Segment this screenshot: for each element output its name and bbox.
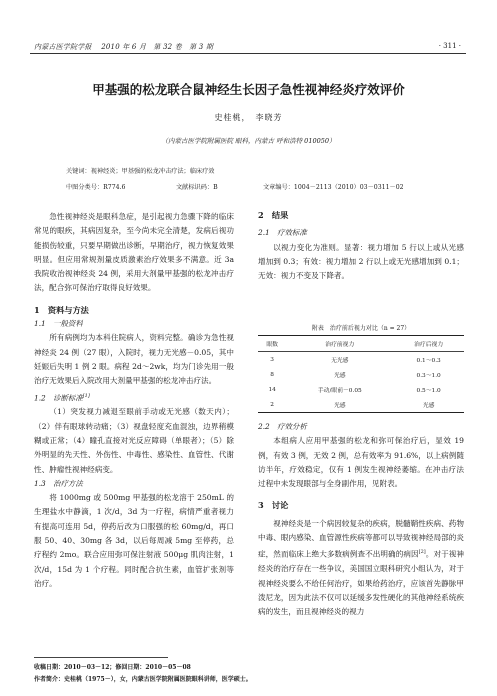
paragraph-1-1: 所有病例均为本科住院病人，资料完整。确诊为急性视神经炎 24 例（27 眼），入院时，视力无光感－0.05，其中妊娠后失明 1 例 2 眼。病程 2d～2wk，均为门诊先用一般治疗无效果后入院改用大剂量甲基强的松龙冲击疗法。 <box>34 333 234 386</box>
subsection-heading-2-2: 2.2 疗效分析 <box>258 422 307 431</box>
intro-paragraph: 急性视神经炎是眼科急症，是引起视力急骤下降的临床常见的眼疾，其病因复杂，至今尚未完全清楚，发病后视功能损伤较重，只要早期做出诊断，早期治疗，视力恢复效果明显。但应用常规剂量皮质激素治疗效果多不满意。近 3a 我院收治视神经炎 24 例，采用大剂量甲基强的松龙冲击疗法，配合弥可保治疗取得良好效果。 <box>34 212 234 293</box>
table-caption: 附表 治疗前后视力对比（n = 27） <box>311 325 411 332</box>
section-heading-2: 2 结果 <box>258 210 289 220</box>
table-header-after: 治疗后视力 <box>414 342 444 348</box>
table-cell: 无光感 <box>331 358 349 364</box>
results-table <box>258 335 464 413</box>
article-number: 文章编号：1004－2113（2010）03－0311－02 <box>263 184 404 191</box>
doc-code: 文献标识码：B <box>176 184 218 191</box>
paragraph-3-text: 视神经炎是一个病因较复杂的疾病，脱髓鞘性疾病、药物中毒、眼内感染、血管源性疾病等都可以导致视神经局部的炎症，然而临床上绝大多数病例查不出明确的病因 <box>258 518 464 559</box>
affiliation: （内蒙古医学院附属医院 眼科，内蒙古 呼和浩特 010050） <box>161 137 336 145</box>
table-cell: 手动/眼前－0.05 <box>317 388 362 394</box>
section-heading-3: 3 讨论 <box>258 500 289 511</box>
table-header-eyes: 眼数 <box>266 342 278 348</box>
footer-rule <box>34 657 168 658</box>
received-date: 收稿日期：2010－03－12；修回日期：2010－05－08 <box>34 664 191 671</box>
subsection-heading-1-3: 1.3 治疗方法 <box>34 478 83 488</box>
paragraph-2-2: 本组病人应用甲基强的松龙和弥可保治疗后，显效 19 例，有效 3 例，无效 2 例，总有效率为 91.6%，以上病例随访半年，疗效稳定，仅有 1 例发生视神经萎缩。在冲击疗法过程中未发现眼部与全身副作用，见附表。 <box>258 436 464 489</box>
header-rule <box>30 53 466 54</box>
right-column-bottom <box>258 420 464 619</box>
left-column <box>34 210 234 591</box>
table-cell: 14 <box>268 386 276 393</box>
table-cell: 8 <box>270 371 274 378</box>
table-header-before: 治疗前视力 <box>325 342 355 348</box>
citation-1: [1] <box>82 392 90 399</box>
table-cell: 0.5～1.0 <box>416 388 441 394</box>
table-row <box>258 397 464 413</box>
table-cell: 0.1～0.3 <box>416 358 441 364</box>
table-row <box>258 382 464 397</box>
subsection-heading-2-1: 2.1 疗效标准 <box>258 228 307 238</box>
table-row <box>258 352 464 368</box>
table-cell: 2 <box>270 401 274 408</box>
table-header-row <box>258 336 464 352</box>
paragraph-1-2: （1）突发视力减退至眼前手动或无光感（数天内）；（2）伴有眼球转动痛；（3）视盘轻度充血混浊，边界稍模糊或正常；（4）瞳孔直接对光反应障碍（单眼者）；（5）除外明显的先天性、外伤性、中毒性、感染性、血管性、代谢性、肿瘤性视神经病变。 <box>34 407 234 474</box>
author-bio: 作者简介：史桂桃（1975－），女，内蒙古医学院附属医院眼科讲师，医学硕士。 <box>34 676 252 683</box>
paper-title: 甲基强的松龙联合鼠神经生长因子急性视神经炎疗效评价 <box>92 82 405 97</box>
table-row <box>258 367 464 382</box>
citation-2: [2] <box>418 549 426 556</box>
subsection-heading-1-2 <box>34 389 234 406</box>
running-header <box>34 42 213 52</box>
table-cell: 光感 <box>422 403 435 409</box>
page-number: · 311 · <box>438 42 461 50</box>
right-column-top <box>258 208 464 283</box>
table-cell: 光感 <box>333 403 346 409</box>
journal-name: 内蒙古医学院学报 <box>34 43 92 51</box>
subsection-heading-1-2-text: 1.2 诊断标准 <box>34 393 83 403</box>
paragraph-1-3: 将 1000mg 或 500mg 甲基强的松龙溶于 250mL 的生理盐水中静滴，1 次/d，3d 为一疗程，病情严重者视力有提高可连用 5d，停药后改为口服强的松 60mg/d，再口服 50、40、30mg 各 3d，以后每周减 5mg 至停药，总疗程约 2mo。联合应用弥可保注射液 500μg 肌肉注射，1 次/d，15d 为 1 个疗程。同时配合抗生素，血管扩张剂等治疗。 <box>34 493 234 588</box>
authors: 史桂桃， 李晓芳 <box>214 113 283 122</box>
paragraph-3-continued: 。对于视神经炎的治疗存在一些争议，美国国立眼科研究小组认为，对于视神经炎要么不给任何治疗，如果给药治疗，应该首先静脉甲泼尼龙，因为此法不仅可以延缓多发性硬化的其他神经系统疾病的发生，而且视神经炎的视力 <box>258 549 465 617</box>
paragraph-2-1: 以视力变化为准则。显著：视力增加 5 行以上或从光感增加到 0.3；有效：视力增加 2 行以上或无光感增加到 0.1；无效：视力不变及下降者。 <box>258 242 464 281</box>
clc-number: 中图分类号：R774.6 <box>66 184 126 191</box>
table-cell: 3 <box>270 356 274 363</box>
table-cell: 0.3～1.0 <box>416 373 441 379</box>
issue-info: 2010 年 6 月 第 32 卷 第 3 期 <box>101 43 214 51</box>
table-cell: 光感 <box>333 373 346 379</box>
subsection-heading-1-1: 1.1 一般资料 <box>34 319 83 329</box>
keywords: 关键词：视神经炎；甲基强的松龙冲击疗法；临床疗效 <box>66 168 215 175</box>
paragraph-3 <box>258 517 464 620</box>
section-heading-1: 1 资料与方法 <box>34 304 89 315</box>
